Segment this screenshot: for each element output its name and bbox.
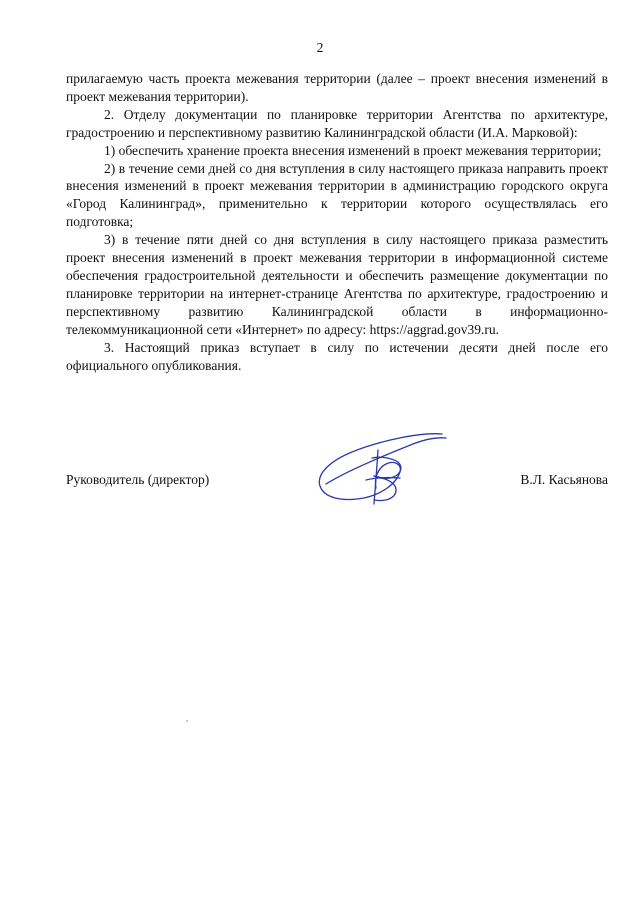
scan-speck: [186, 720, 188, 722]
handwritten-signature: [312, 428, 450, 508]
paragraph-item-2: 2. Отделу документации по планировке территории Агентства по архитектуре, градостроению и перспективному развитию Калининградской области (И.А. Марковой):: [66, 106, 608, 140]
paragraph-subitem-1: 1) обеспечить хранение проекта внесения изменений в проект межевания территории;: [104, 142, 602, 158]
signatory-name: В.Л. Касьянова: [520, 472, 608, 487]
paragraph-subitem-2: 2) в течение семи дней со дня вступления в силу настоящего приказа направить проект внесения изменений в проект межевания территории в администрацию городского округа «Город Калининград», применительно к территории которого осуществлялась его подготовка;: [66, 160, 608, 230]
paragraph-item-3: 3. Настоящий приказ вступает в силу по истечении десяти дней после его официального опубликования.: [66, 339, 608, 373]
signatory-position: Руководитель (директор): [66, 472, 210, 487]
page-number: 2: [316, 40, 324, 55]
paragraph-subitem-3: 3) в течение пяти дней со дня вступления в силу настоящего приказа разместить проект внесения изменений в проект межевания территории в информационной системе обеспечения градостроительной деятельности и обеспечить размещение документации по планировке территории на интернет-странице Агентства по архитектуре, градостроению и перспективному развитию Калининградской области в информационно-телекоммуникационной сети «Интернет» по адресу: https://aggrad.gov39.ru.: [66, 232, 608, 337]
paragraph-continuation: прилагаемую часть проекта межевания территории (далее – проект внесения изменений в проект межевания территории).: [66, 71, 608, 104]
document-body: [66, 70, 608, 374]
